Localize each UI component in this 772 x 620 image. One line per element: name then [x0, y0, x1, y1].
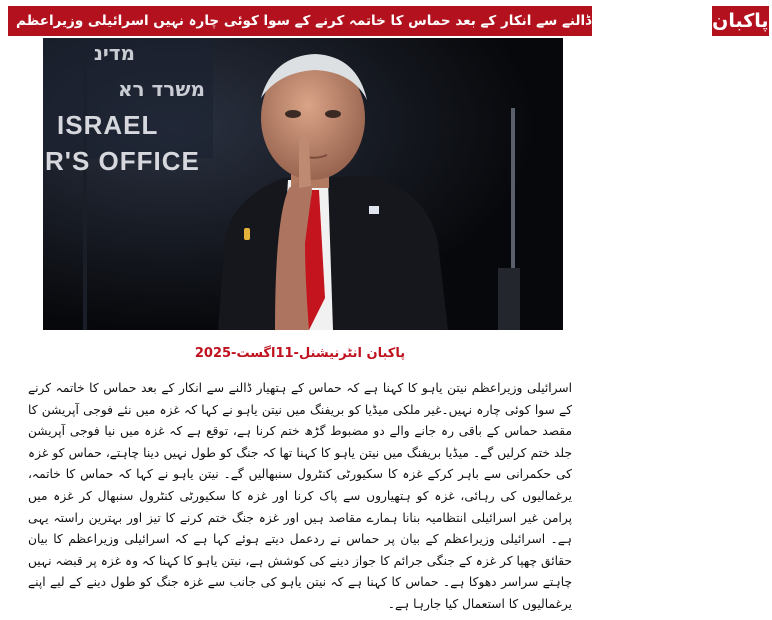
article-body: اسرائیلی وزیراعظم نیتن یاہو کا کہنا ہے کہ حماس کے ہتھیار ڈالنے سے انکار کے بعد حماس کا خاتمہ کرنے کے سوا کوئی چارہ نہیں۔غیر ملکی میڈیا کو بریفنگ میں نیتن یاہو نے کہا کہ غزہ میں نئے فوجی آپریشن کا مقصد حماس کے باقی رہ جانے والے دو مضبوط گڑھ ختم کرنا ہے، توقع ہے کہ غزہ میں نیا فوجی آپریشن جلد ختم کرلیں گے۔ میڈیا بریفنگ میں نیتن یاہو کا کہنا تھا کہ جنگ کو طول نہیں دینا چاہتے، حماس کو غزہ کی حکمرانی سے باہر کرکے غزہ کا سکیورٹی کنٹرول سنبھالیں گے۔ نیتن یاہو نے کہا کہ حماس کا خاتمہ، یرغمالیوں کی رہائی، غزہ کو ہتھیاروں سے پاک کرنا اور غزہ کا سکیورٹی کنٹرول سنبھال کر غزہ میں پرامن غیر اسرائیلی انتظامیہ بنانا ہمارے مقاصد ہیں اور غزہ جنگ ختم کرنے کا تیز اور بہترین راستہ یہی ہے۔ اسرائیلی وزیراعظم کے بیان پر حماس نے ردعمل دیتے ہوئے کہا ہے کہ اسرائیلی وزیراعظم کا بیان حقائق چھپا کر غزہ کے جنگی جرائم کا جواز دینے کی کوشش ہے، نیتن یاہو کا کہنا کہ وہ غزہ پر قبضہ نہیں چاہتے سراسر دھوکا ہے۔ حماس کا کہنا ہے کہ نیتن یاہو کی جانب سے غزہ جنگ کو طول دینے کے لیے اپنے یرغمالیوں کا استعمال کیا جارہا ہے۔	[28, 381, 572, 611]
dateline: پاکبان انٹرنیشنل-11اگست-2025	[194, 346, 406, 361]
headline-bar	[8, 6, 769, 36]
headline-text: حماس کے ہتھیار ڈالنے سے انکار کے بعد حماس کا خاتمہ کرنے کے سوا کوئی چارہ نہیں اسرائیلی وزیراعظم	[16, 13, 705, 29]
news-photo	[43, 38, 563, 330]
suit	[218, 176, 448, 330]
sign-hebrew-2: משרד רא	[117, 77, 205, 101]
sign-english-1: ISRAEL	[57, 110, 159, 140]
sign-english-2: R'S OFFICE	[45, 146, 200, 176]
brand-logo: پاکبان	[712, 6, 771, 36]
sign-hebrew-1: מדינ	[93, 41, 135, 65]
